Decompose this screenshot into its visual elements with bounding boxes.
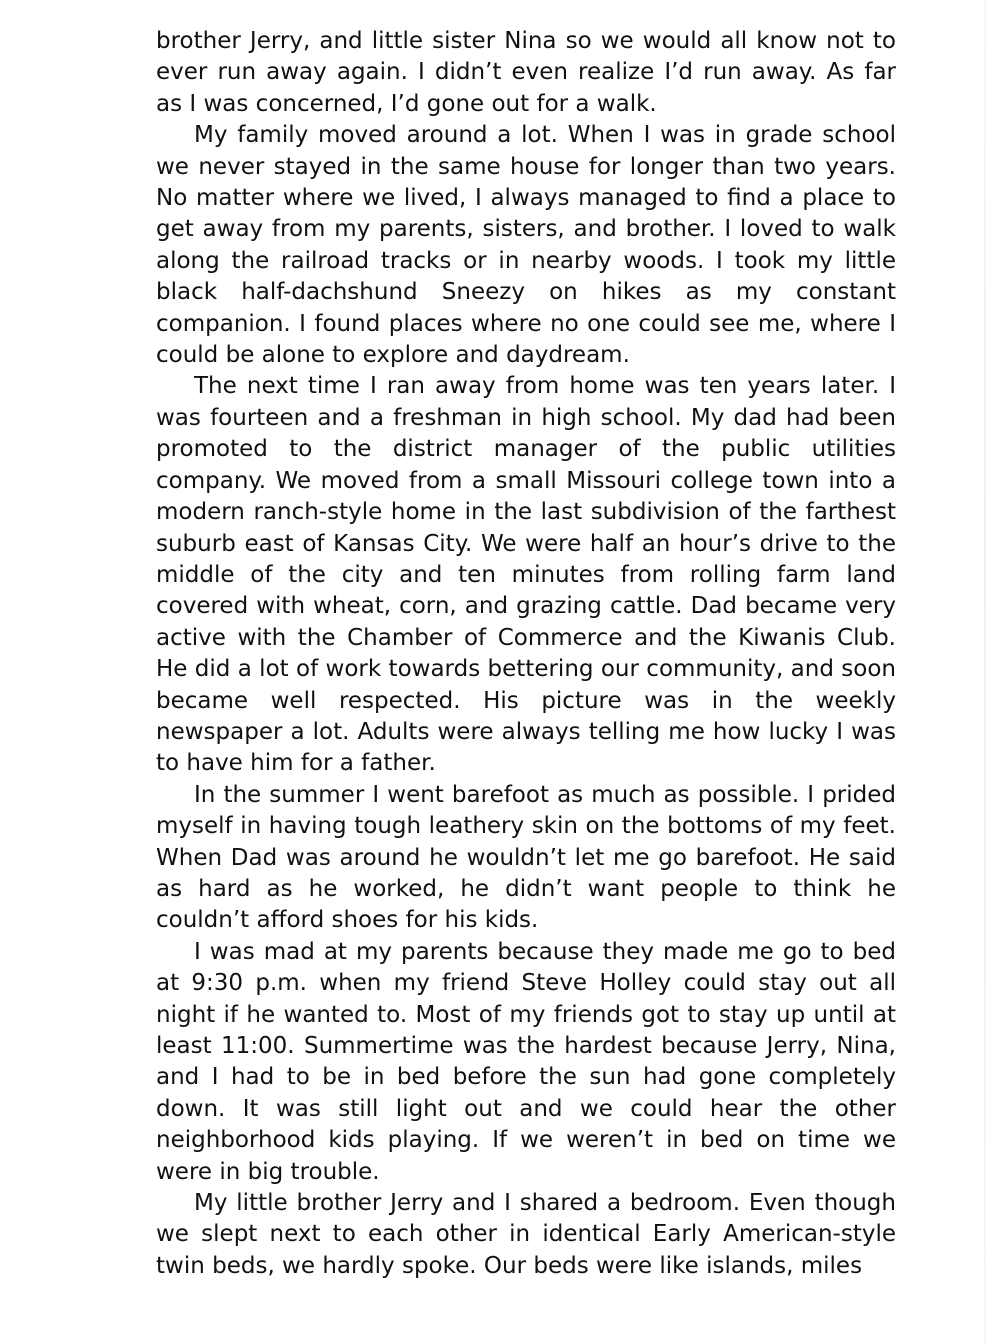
paragraph-6: My little brother Jerry and I shared a bedroom. Even though we slept next to each other in identical Early American-style twin beds, we hardly spoke. Our beds were like islands, miles <box>156 1190 896 1279</box>
paragraph-1: brother Jerry, and little sister Nina so we would all know not to ever run away again. I didn’t even realize I’d run away. As far as I was concerned, I’d gone out for a walk. <box>156 28 896 117</box>
page-edge <box>984 0 986 1344</box>
paragraph-4: In the summer I went barefoot as much as possible. I prided myself in having tough leathery skin on the bottoms of my feet. When Dad was around he wouldn’t let me go barefoot. He said as hard as he worked, he didn’t want people to think he couldn’t afford shoes for his kids. <box>156 781 896 934</box>
paragraph-3: The next time I ran away from home was ten years later. I was fourteen and a freshman in high school. My dad had been promoted to the district manager of the public utilities company. We moved from a small Missouri college town into a modern ranch-style home in the last subdivision of the farthest suburb east of Kansas City. We were half an hour’s drive to the middle of the city and ten minutes from rolling farm land covered with wheat, corn, and grazing cattle. Dad became very active with the Chamber of Commerce and the Kiwanis Club. He did a lot of work towards bettering our community, and soon became well respected. His picture was in the weekly newspaper a lot. Adults were always telling me how lucky I was to have him for a father. <box>156 373 896 777</box>
paragraph-5: I was mad at my parents because they made me go to bed at 9:30 p.m. when my friend Steve Holley could stay out all night if he wanted to. Most of my friends got to stay up until at least 11:00. Summertime was the hardest because Jerry, Nina, and I had to be in bed before the sun had gone completely down. It was still light out and we could hear the other neighborhood kids playing. If we weren’t in bed on time we were in big trouble. <box>156 938 896 1185</box>
body-text <box>156 26 896 1282</box>
paragraph-2: My family moved around a lot. When I was in grade school we never stayed in the same house for longer than two years. No matter where we lived, I always managed to find a place to get away from my parents, sisters, and brother. I loved to walk along the railroad tracks or in nearby woods. I took my little black half-dachshund Sneezy on hikes as my constant companion. I found places where no one could see me, where I could be alone to explore and daydream. <box>156 122 896 369</box>
